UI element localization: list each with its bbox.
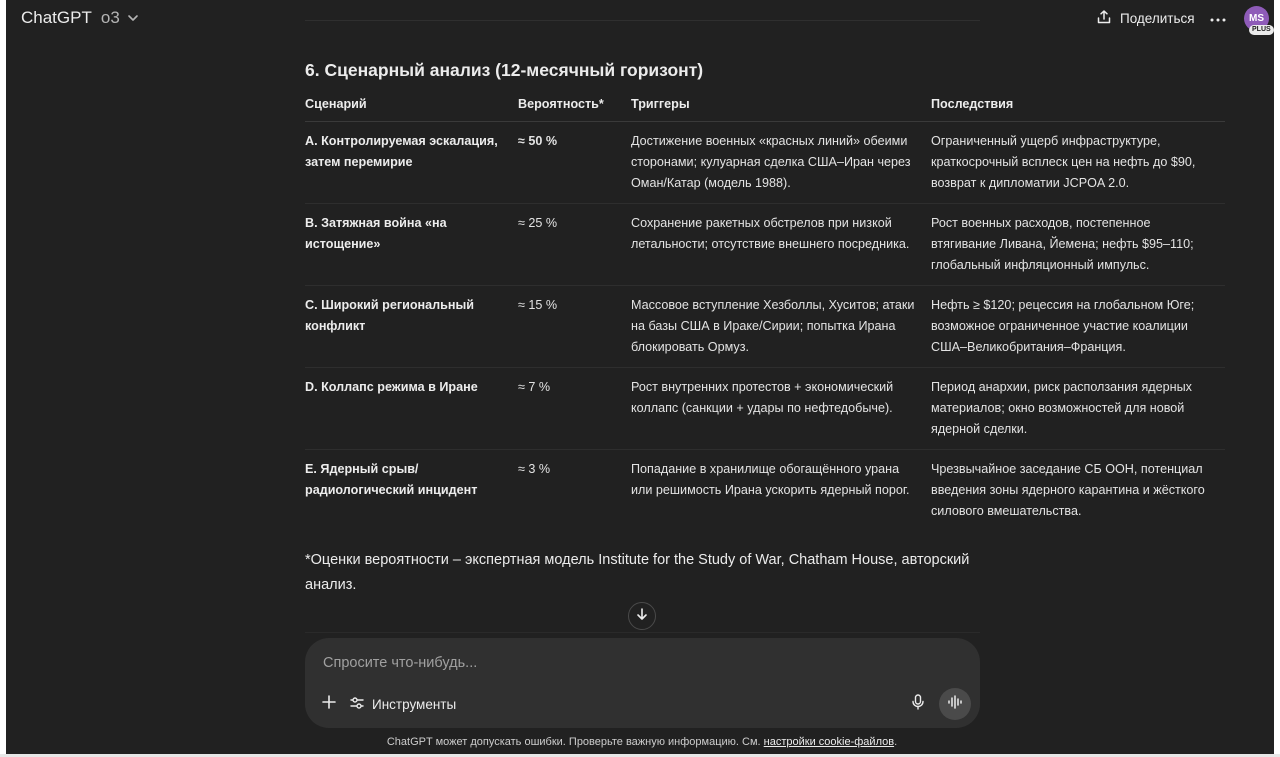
- triggers-cell: Сохранение ракетных обстрелов при низкой летальности; отсутствие внешнего посредника.: [631, 204, 931, 286]
- avatar[interactable]: MS: [1244, 6, 1269, 31]
- model-version: o3: [100, 8, 120, 27]
- consequences-cell: Нефть ≥ $120; рецессия на глобальном Юге; возможное ограниченное участие коалиции США–Великобритания–Франция.: [931, 286, 1225, 368]
- ellipsis-icon: [1210, 9, 1226, 27]
- model-switcher[interactable]: [14, 4, 147, 32]
- tools-button[interactable]: [349, 692, 456, 716]
- section-title: 6. Сценарный анализ (12-месячный горизонт): [305, 60, 704, 80]
- table-row: [305, 204, 1225, 286]
- table-row: [305, 122, 1225, 204]
- probability-cell: ≈ 15 %: [518, 286, 631, 368]
- column-header: Триггеры: [631, 94, 931, 122]
- column-header: Вероятность*: [518, 94, 631, 122]
- consequences-cell: Ограниченный ущерб инфраструктуре, краткосрочный всплеск цен на нефть до $90, возврат к дипломатии JCPOA 2.0.: [931, 122, 1225, 204]
- probability-cell: ≈ 25 %: [518, 204, 631, 286]
- disclaimer-text: ChatGPT может допускать ошибки. Проверьте важную информацию. См.: [386, 736, 761, 748]
- scenario-table: [305, 94, 1225, 531]
- triggers-cell: Рост внутренних протестов + экономический коллапс (санкции + удары по нефтедобыче).: [631, 368, 931, 450]
- share-label: Поделиться: [1120, 10, 1195, 26]
- probability-cell: ≈ 50 %: [518, 122, 631, 204]
- table-row: [305, 450, 1225, 532]
- share-button[interactable]: [1088, 5, 1203, 31]
- triggers-cell: Достижение военных «красных линий» обеими сторонами; кулуарная сделка США–Иран через Оман/Катар (модель 1988).: [631, 122, 931, 204]
- tools-label: Инструменты: [372, 696, 457, 712]
- triggers-cell: Попадание в хранилище обогащённого урана или решимость Ирана ускорить ядерный порог.: [631, 462, 910, 497]
- waveform-icon: [947, 695, 963, 714]
- probability-cell: ≈ 7 %: [518, 368, 631, 450]
- chevron-down-icon: [126, 11, 140, 25]
- consequences-cell: Рост военных расходов, постепенное втягивание Ливана, Йемена; нефть $95–110; глобальный инфляционный импульс.: [931, 204, 1225, 286]
- scenario-cell: C. Широкий региональный конфликт: [305, 286, 518, 368]
- more-options-button[interactable]: [1204, 6, 1232, 30]
- message-composer: [305, 638, 980, 728]
- column-header: Сценарий: [305, 94, 518, 122]
- share-icon: [1096, 9, 1112, 28]
- table-row: [305, 368, 1225, 450]
- top-bar: [6, 0, 1274, 36]
- divider: [305, 632, 980, 633]
- voice-mode-button[interactable]: [939, 688, 971, 720]
- scenario-cell: D. Коллапс режима в Иране: [305, 368, 518, 450]
- disclaimer: [6, 736, 1274, 748]
- add-attachment-button[interactable]: [317, 692, 341, 716]
- disclaimer-end: .: [894, 736, 898, 748]
- consequences-cell: Чрезвычайное заседание СБ ООН, потенциал введения зоны ядерного карантина и жёсткого силового вмешательства.: [931, 462, 1205, 518]
- plan-badge: PLUS: [1249, 25, 1274, 35]
- microphone-icon: [911, 694, 925, 715]
- divider: [305, 20, 980, 21]
- column-header: Последствия: [931, 94, 1225, 122]
- scenario-cell: E. Ядерный срыв/ радиологический инцидент: [305, 462, 478, 497]
- model-name: ChatGPT: [21, 8, 92, 27]
- scenario-cell: A. Контролируемая эскалация, затем перемирие: [305, 122, 518, 204]
- triggers-cell: Массовое вступление Хезболлы, Хуситов; атаки на базы США в Ираке/Сирии; попытка Ирана блокировать Ормуз.: [631, 286, 931, 368]
- consequences-cell: Период анархии, риск расползания ядерных материалов; окно возможностей для новой ядерной сделки.: [931, 368, 1225, 450]
- chat-window: [6, 0, 1274, 757]
- scroll-to-bottom-button[interactable]: [628, 602, 656, 630]
- sliders-icon: [349, 695, 365, 714]
- plus-icon: [321, 694, 337, 715]
- footnote: *Оценки вероятности – экспертная модель Institute for the Study of War, Chatham House, авторский анализ.: [305, 552, 970, 593]
- probability-cell: ≈ 3 %: [518, 462, 551, 476]
- arrow-down-icon: [635, 607, 649, 626]
- table-header-row: [305, 94, 1225, 122]
- table-row: [305, 286, 1225, 368]
- scenario-cell: B. Затяжная война «на истощение»: [305, 204, 518, 286]
- dictate-button[interactable]: [907, 693, 929, 715]
- prompt-input[interactable]: [323, 652, 923, 674]
- cookie-settings-link[interactable]: настройки cookie-файлов: [763, 736, 895, 748]
